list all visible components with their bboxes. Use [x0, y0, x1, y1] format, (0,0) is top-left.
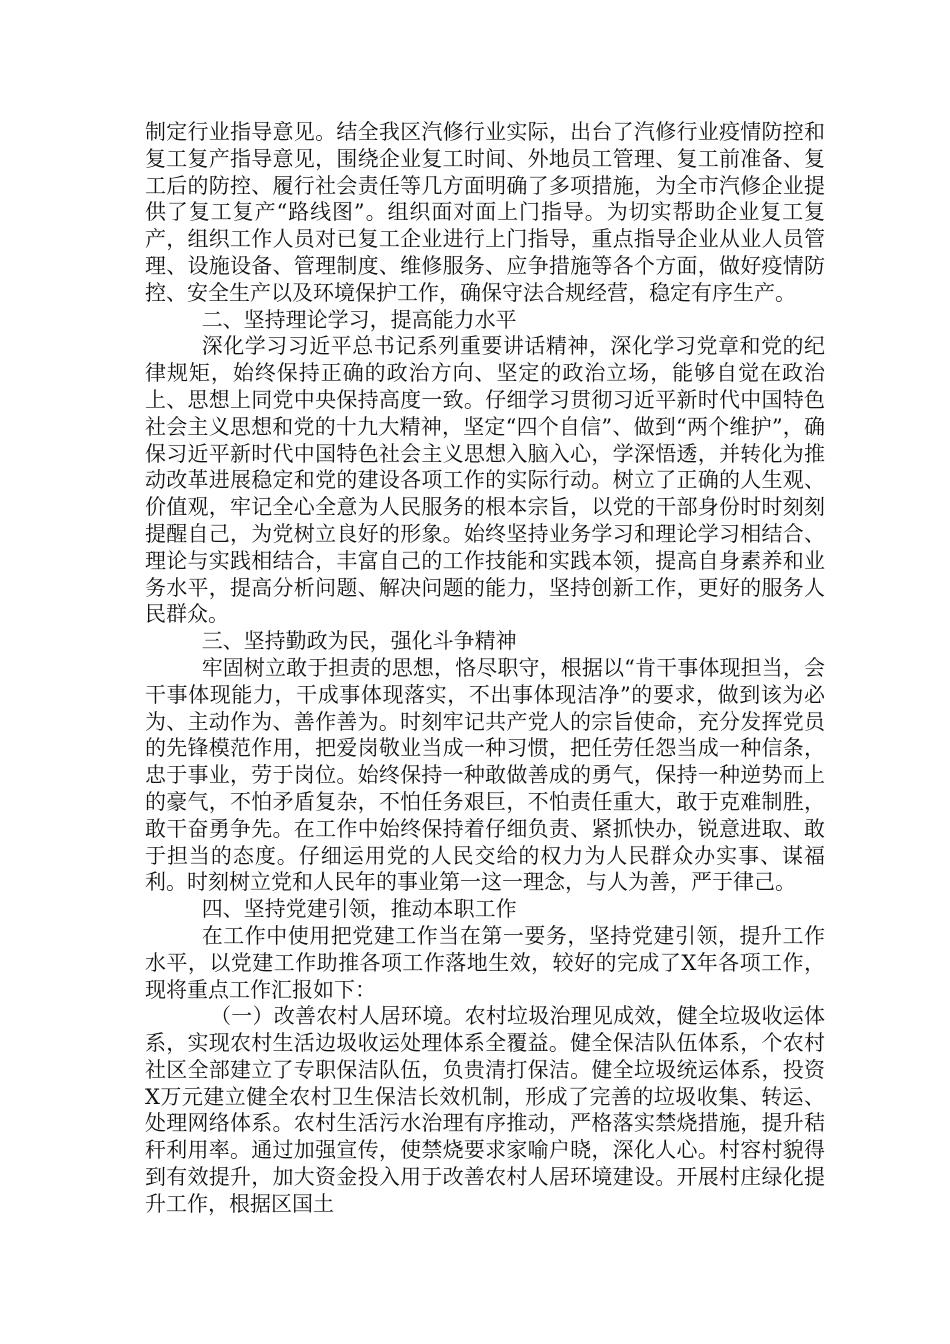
section-heading-3: 三、坚持勤政为民，强化斗争精神 — [201, 629, 517, 654]
section-heading-2: 二、坚持理论学习，提高能力水平 — [201, 307, 517, 332]
paragraph-rural-environment: （一）改善农村人居环境。农村垃圾治理见成效，健全垃圾收运体系，实现农村生活边圾收运处理体系全覆益。健全保洁队伍体系，个农村社区全部建立了专职保洁队伍，负贵清打保洁。健全垃圾统运体系，投资X万元建立健全农村卫生保洁长效机制，形成了完善的垃圾收集、转运、处理网络体系。农村生活污水治理有序推动，严格落实禁烧措施，提升秸秆利用率。通过加强宣传，使禁烧要求家喻户晓，深化人心。村容村貌得到有效提升，加大资金投入用于改善农村人居环境建设。开展村庄绿化提升工作，根据区国土 — [145, 1004, 825, 1216]
document-page — [145, 119, 825, 1218]
paragraph-theory-study: 深化学习习近平总书记系列重要讲话精神，深化学习党章和党的纪律规矩，始终保持正确的政治方向、坚定的政治立场，能够自觉在政治上、思想上同党中央保持高度一致。仔细学习贯彻习近平新时代中国特色社会主义思想和党的十九大精神，坚定“四个自信”、做到“两个维护”，确保习近平新时代中国特色社会主义思想入脑入心，学深悟透，并转化为推动改革进展稳定和党的建设各项工作的实际行动。树立了正确的人生观、价值观，牢记全心全意为人民服务的根本宗旨，以党的干部身份时时刻刻提醒自己，为党树立良好的形象。始终坚持业务学习和理论学习相结合、理论与实践相结合，丰富自己的工作技能和实践本领，提高自身素养和业务水平，提高分析问题、解决问题的能力，坚持创新工作，更好的服务人民群众。 — [145, 334, 825, 627]
section-heading-4: 四、坚持党建引领，推动本职工作 — [201, 897, 517, 922]
paragraph-diligent-governance: 牢固树立敢于担责的思想，恪尽职守，根据以“肯干事体现担当，会干事体现能力，干成事体现落实，不出事体现洁净”的要求，做到该为必为、主动作为、善作善为。时刻牢记共产党人的宗旨使命，充分发挥党员的先锋模范作用，把爱岗敬业当成一种习惯，把任劳任怨当成一种信条，忠于事业，劳于岗位。始终保持一种敢做善成的勇气，保持一种逆势而上的豪气，不怕矛盾复杂，不怕任务艰巨，不怕责任重大，敢于克难制胜，敢干奋勇争先。在工作中始终保持着仔细负责、紧抓快办，锐意进取、敢于担当的态度。仔细运用党的人民交给的权力为人民群众办实事、谋福利。时刻树立党和人民年的事业第一这一理念，与人为善，严于律己。 — [145, 655, 825, 895]
paragraph-party-building: 在工作中使用把党建工作当在第一要务，坚持党建引领，提升工作水平，以党建工作助推各项工作落地生效，较好的完成了X年各项工作，现将重点工作汇报如下： — [145, 923, 825, 1002]
paragraph-industry-guidance: 制定行业指导意见。结全我区汽修行业实际，出台了汽修行业疫情防控和复工复产指导意见，围绕企业复工时间、外地员工管理、复工前准备、复工后的防控、履行社会责任等几方面明确了多项措施，为全市汽修企业提供了复工复产“路线图”。组织面对面上门指导。为切实帮助企业复工复产，组织工作人员对已复工企业进行上门指导，重点指导企业从业人员管理、设施设备、管理制度、维修服务、应争措施等各个方面，做好疫情防控、安全生产以及环境保护工作，确保守法合规经营，稳定有序生产。 — [145, 120, 825, 305]
